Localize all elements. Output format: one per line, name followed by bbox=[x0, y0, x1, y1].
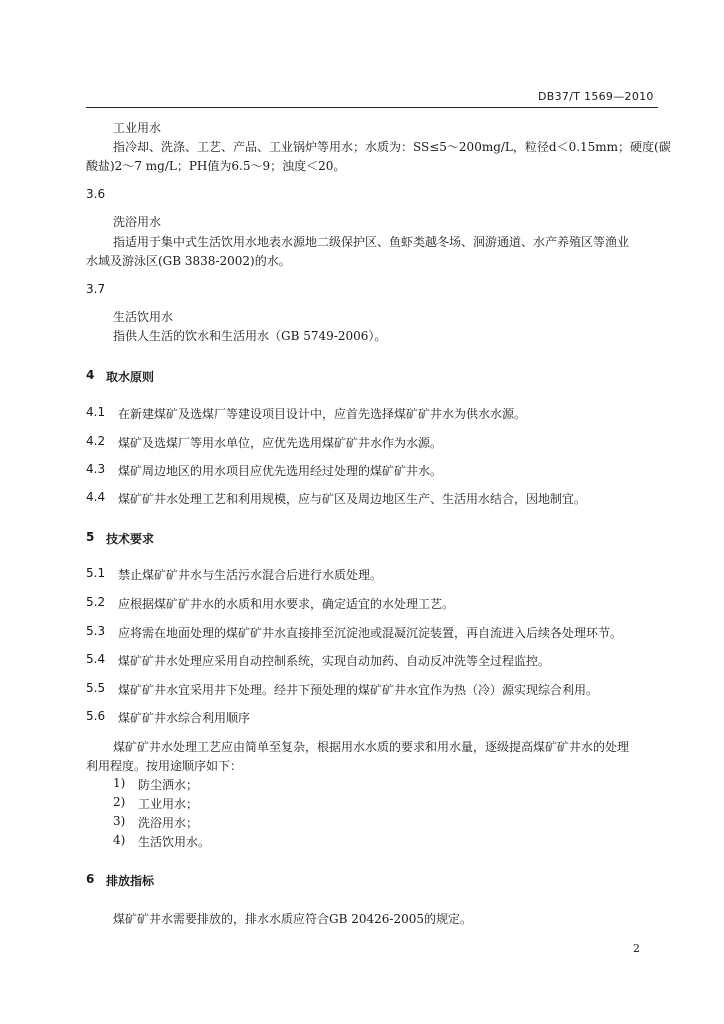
term-title: 洗浴用水 bbox=[113, 215, 162, 229]
clause-number: 5.2 bbox=[86, 595, 106, 609]
paragraph-line: 煤矿矿井水处理工艺应由简单至复杂，根据用水水质的要求和用水量，逐级提高煤矿矿井水的处理 bbox=[113, 740, 630, 754]
term-title: 生活饮用水 bbox=[113, 310, 174, 324]
clause-text: 在新建煤矿及选煤厂等建设项目设计中，应首先选择煤矿矿井水为供水水源。 bbox=[118, 407, 527, 421]
section-title: 排放指标 bbox=[106, 874, 155, 888]
clause-number: 3.7 bbox=[86, 282, 106, 296]
list-item-number: 3) bbox=[113, 814, 126, 828]
clause-text: 煤矿矿井水处理应采用自动控制系统，实现自动加药、自动反冲洗等全过程监控。 bbox=[118, 654, 551, 668]
list-item-number: 2) bbox=[113, 795, 126, 809]
definition-line: 指冷却、洗涤、工艺、产品、工业锅炉等用水；水质为：SS≤5～200mg/L，粒径d＜0.15mm；硬度(碳 bbox=[113, 140, 671, 154]
list-item-number: 1) bbox=[113, 776, 126, 790]
header-rule bbox=[86, 107, 658, 108]
clause-text: 煤矿矿井水处理工艺和利用规模，应与矿区及周边地区生产、生活用水结合，因地制宜。 bbox=[118, 492, 587, 506]
clause-number: 4.3 bbox=[86, 462, 106, 476]
clause-number: 5.4 bbox=[86, 652, 106, 666]
section-title: 技术要求 bbox=[106, 532, 155, 546]
clause-number: 5.3 bbox=[86, 624, 106, 638]
clause-number: 4.1 bbox=[86, 405, 106, 419]
list-item-number: 4) bbox=[113, 833, 126, 847]
clause-text: 煤矿及选煤厂等用水单位，应优先选用煤矿矿井水作为水源。 bbox=[118, 436, 443, 450]
term-title: 工业用水 bbox=[113, 121, 162, 135]
clause-number: 5.6 bbox=[86, 709, 106, 723]
clause-text: 应根据煤矿矿井水的水质和用水要求，确定适宜的水处理工艺。 bbox=[118, 597, 455, 611]
clause-number: 3.6 bbox=[86, 187, 106, 201]
clause-text: 应将需在地面处理的煤矿矿井水直接排至沉淀池或混凝沉淀装置，再自流进入后续各处理环节。 bbox=[118, 626, 623, 640]
section-number: 4 bbox=[86, 368, 95, 382]
section-number: 6 bbox=[86, 872, 95, 886]
clause-number: 5.5 bbox=[86, 681, 106, 695]
clause-text: 煤矿周边地区的用水项目应优先选用经过处理的煤矿矿井水。 bbox=[118, 464, 443, 478]
list-item-text: 生活饮用水。 bbox=[138, 835, 211, 849]
list-item-text: 工业用水； bbox=[138, 797, 199, 811]
section-number: 5 bbox=[86, 530, 95, 544]
clause-text: 煤矿矿井水宜采用井下处理。经井下预处理的煤矿矿井水宜作为热（冷）源实现综合利用。 bbox=[118, 683, 599, 697]
clause-text: 煤矿矿井水综合利用顺序 bbox=[118, 711, 251, 725]
paragraph-line: 利用程度。按用途顺序如下： bbox=[86, 759, 243, 773]
clause-text: 禁止煤矿矿井水与生活污水混合后进行水质处理。 bbox=[118, 568, 383, 582]
clause-number: 5.1 bbox=[86, 566, 106, 580]
list-item-text: 防尘洒水； bbox=[138, 778, 199, 792]
clause-number: 4.4 bbox=[86, 490, 106, 504]
section-title: 取水原则 bbox=[106, 370, 155, 384]
definition-line: 指供人生活的饮水和生活用水（GB 5749-2006）。 bbox=[113, 329, 387, 343]
paragraph-line: 煤矿矿井水需要排放的，排水水质应符合GB 20426-2005的规定。 bbox=[113, 912, 472, 926]
definition-line: 酸盐)2～7 mg/L；PH值为6.5～9；浊度＜20。 bbox=[86, 159, 346, 173]
page-number: 2 bbox=[633, 942, 640, 955]
doc-code: DB37/T 1569—2010 bbox=[538, 90, 654, 103]
list-item-text: 洗浴用水； bbox=[138, 816, 199, 830]
definition-line: 水域及游泳区(GB 3838-2002)的水。 bbox=[86, 254, 291, 268]
clause-number: 4.2 bbox=[86, 434, 106, 448]
definition-line: 指适用于集中式生活饮用水地表水源地二级保护区、鱼虾类越冬场、洄游通道、水产养殖区等渔业 bbox=[113, 235, 630, 249]
